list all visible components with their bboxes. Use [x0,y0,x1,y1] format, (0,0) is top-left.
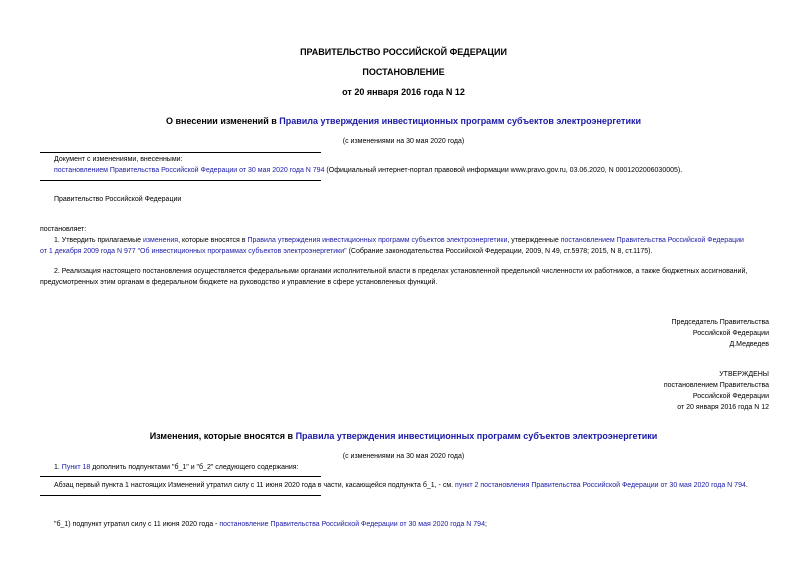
section-amended-note: (с изменениями на 30 мая 2020 года) [342,453,465,460]
changes-label: Документ с изменениями, внесенными: [54,156,183,163]
rules-link[interactable]: Правила утверждения инвестиционных программ субъектов электроэнергетики [279,116,642,126]
government-line: Правительство Российской Федерации [54,196,182,203]
divider [40,495,321,496]
signature-name: Д.Медведев [729,341,769,348]
divider [40,152,321,153]
paragraph-2-line-1: 2. Реализация настоящего постановления осуществляется федеральными органами исполнительной власти в пределах установленной предельной численности их работников, а также бюджетных ассигнований, [54,268,748,275]
approved-country: Российской Федерации [692,393,769,400]
point-2-decree-794-link[interactable]: пункт 2 постановления Правительства Российской Федерации от 30 мая 2020 года N 794 [455,482,746,489]
changes-link[interactable]: изменения [142,237,179,244]
decree-977-link-a[interactable]: постановлением Правительства Российской Федерации [560,237,744,244]
decree-794-link[interactable]: постановлением Правительства Российской Федерации от 30 мая 2020 года N 794 [54,167,325,174]
divider [40,476,321,477]
subitem-b1: "б_1) подпункт утратил силу с 11 июня 2020 года - постановление Правительства Российской Федерации от 30 мая 2020 года N 794; [54,521,487,528]
government-heading: ПРАВИТЕЛЬСТВО РОССИЙСКОЙ ФЕДЕРАЦИИ [300,47,507,57]
signature-title: Председатель Правительства [671,319,769,326]
divider [40,180,321,181]
rules-link-2[interactable]: Правила утверждения инвестиционных программ субъектов электроэнергетики [247,237,508,244]
paragraph-1-line-2: от 1 декабря 2009 года N 977 "Об инвестиционных программах субъектов электроэнергетики" (Собрание законодательства Российской Федерации, 2009, N 49, ст.5978; 2015, N 8, ст.1175). [40,248,653,255]
title-prefix: О внесении изменений в [165,116,280,126]
amended-note: (с изменениями на 30 мая 2020 года) [342,138,465,145]
approved-label: УТВЕРЖДЕНЫ [719,371,769,378]
changes-source-rest: (Официальный интернет-портал правовой информации www.pravo.gov.ru, 03.06.2020, N 0001202006030005). [324,167,683,174]
lost-force-note: Абзац первый пункта 1 настоящих Изменений утратил силу с 11 июня 2020 года в части, касающейся подпункта б_1, - см. пункт 2 постановления Правительства Российской Федерации от 30 мая 2020 года N 794. [54,482,748,489]
document-date: от 20 января 2016 года N 12 [342,87,465,97]
decree-977-link-b[interactable]: от 1 декабря 2009 года N 977 "Об инвестиционных программах субъектов электроэнергетики" [40,248,347,255]
approved-by: постановлением Правительства [663,382,769,389]
paragraph-2-line-2: предусмотренных этим органам в федеральном бюджете на руководство и управление в сфере установленных функций. [40,279,438,286]
decrees-word: постановляет: [40,226,87,233]
rules-link-3[interactable]: Правила утверждения инвестиционных программ субъектов электроэнергетики [295,431,658,441]
section-title: Изменения, которые вносятся в Правила утверждения инвестиционных программ субъектов электроэнергетики [149,431,658,441]
document-title [0,116,807,127]
approved-date: от 20 января 2016 года N 12 [677,404,769,411]
decree-794-link-2[interactable]: постановление Правительства Российской Федерации от 30 мая 2020 года N 794 [219,521,485,528]
signature-country: Российской Федерации [692,330,769,337]
item-1: 1. Пункт 18 дополнить подпунктами "б_1" и "б_2" следующего содержания: [54,464,299,471]
paragraph-1-line-1: 1. Утвердить прилагаемые изменения, которые вносятся в Правила утверждения инвестиционных программ субъектов электроэнергетики, утвержденные постановлением Правительства Российской Федерации [54,237,744,244]
point-18-link[interactable]: Пункт 18 [61,464,91,471]
changes-source [54,166,774,175]
document-type: ПОСТАНОВЛЕНИЕ [362,67,445,77]
